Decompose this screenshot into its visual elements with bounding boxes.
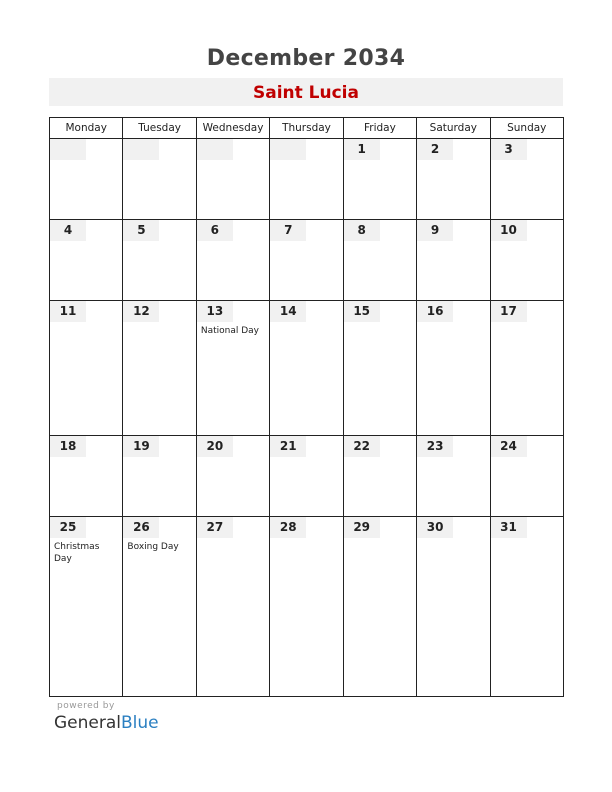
day-number: 21 [279, 439, 297, 454]
day-number: 25 [59, 520, 77, 535]
day-number: 26 [133, 520, 150, 535]
weekday-header: Thursday [270, 118, 343, 139]
brand-general-text: General [54, 713, 121, 733]
day-number: 4 [63, 222, 73, 237]
day-number: 10 [500, 222, 517, 237]
day-number: 6 [210, 222, 220, 237]
day-number-box [123, 139, 159, 160]
day-cell[interactable] [270, 300, 343, 436]
day-number-box [417, 436, 453, 457]
day-cell[interactable] [270, 436, 343, 517]
day-cell[interactable] [270, 517, 343, 697]
day-number-box [270, 139, 306, 160]
day-number: 12 [133, 303, 150, 318]
generalblue-logo[interactable] [54, 713, 159, 733]
day-number-box [50, 301, 86, 322]
day-cell[interactable] [50, 219, 123, 300]
day-number-box [123, 220, 159, 241]
weekday-header: Sunday [490, 118, 563, 139]
day-number: 27 [206, 520, 224, 535]
day-number-box [197, 220, 233, 241]
weekday-header: Wednesday [196, 118, 269, 139]
day-number: 18 [59, 439, 77, 454]
day-number: 15 [353, 303, 371, 318]
day-cell[interactable] [123, 436, 196, 517]
day-number: 30 [426, 520, 444, 535]
day-number: 13 [206, 303, 224, 318]
day-number-box [270, 436, 306, 457]
day-number-box [344, 517, 380, 538]
week-row [50, 300, 564, 436]
day-number: 1 [357, 142, 366, 156]
day-cell[interactable] [417, 436, 490, 517]
day-number-box [197, 139, 233, 160]
day-number: 8 [357, 222, 366, 237]
day-number: 22 [353, 439, 371, 454]
day-cell[interactable] [417, 517, 490, 697]
calendar-grid [49, 117, 564, 697]
day-number [123, 139, 159, 160]
day-cell[interactable] [50, 300, 123, 436]
day-number-box [197, 436, 233, 457]
day-cell[interactable] [490, 219, 563, 300]
day-number-box [491, 517, 527, 538]
day-number-box [344, 301, 380, 322]
day-number: 24 [500, 439, 517, 454]
day-number-box [50, 436, 86, 457]
day-cell[interactable] [343, 517, 416, 697]
day-number-box [270, 220, 306, 241]
day-number-box [491, 301, 527, 322]
day-number: 3 [504, 142, 513, 156]
day-cell[interactable] [50, 517, 123, 697]
day-cell[interactable] [123, 300, 196, 436]
day-number-box [417, 301, 453, 322]
day-number: 29 [353, 520, 371, 535]
day-number-box [344, 139, 380, 160]
day-number: 7 [284, 222, 293, 237]
day-number [50, 139, 86, 160]
day-number: 28 [279, 520, 297, 535]
brand-blue-text: Blue [121, 713, 159, 733]
calendar-title: December 2034 [206, 46, 406, 71]
day-number-box [123, 436, 159, 457]
weekday-header: Tuesday [123, 118, 196, 139]
day-number [270, 139, 306, 160]
day-number-box [197, 301, 233, 322]
day-cell[interactable] [50, 139, 123, 220]
day-number: 2 [430, 142, 440, 156]
day-cell[interactable] [343, 219, 416, 300]
day-number-box [491, 139, 527, 160]
day-cell[interactable] [123, 139, 196, 220]
day-number: 14 [279, 303, 297, 318]
week-row [50, 219, 564, 300]
day-number: 31 [500, 520, 517, 535]
day-cell[interactable] [417, 300, 490, 436]
day-number: 23 [426, 439, 444, 454]
day-number: 20 [206, 439, 224, 454]
day-number-box [270, 301, 306, 322]
day-number-box [270, 517, 306, 538]
day-number-box [123, 517, 159, 538]
day-cell[interactable] [490, 436, 563, 517]
day-number: 17 [500, 303, 517, 318]
week-row [50, 517, 564, 697]
day-number: 19 [133, 439, 150, 454]
country-banner [49, 78, 563, 106]
day-cell[interactable] [343, 139, 416, 220]
day-cell[interactable] [196, 436, 269, 517]
day-number-box [344, 220, 380, 241]
day-number: 5 [137, 222, 146, 237]
day-number: 11 [59, 303, 77, 318]
day-number-box [491, 436, 527, 457]
weekday-header: Saturday [417, 118, 490, 139]
day-cell[interactable] [123, 517, 196, 697]
weekday-header: Monday [50, 118, 123, 139]
day-number-box [417, 139, 453, 160]
day-number: 16 [426, 303, 444, 318]
day-number-box [50, 517, 86, 538]
week-row [50, 436, 564, 517]
day-cell[interactable] [270, 139, 343, 220]
weekday-header-row [50, 118, 564, 139]
day-cell[interactable] [417, 139, 490, 220]
holiday-label: Christmas Day [54, 542, 100, 565]
day-cell[interactable] [270, 219, 343, 300]
powered-by-label: powered by [57, 701, 115, 711]
day-cell[interactable] [196, 219, 269, 300]
day-number [197, 139, 233, 160]
day-number-box [50, 139, 86, 160]
day-cell[interactable] [50, 436, 123, 517]
day-number-box [417, 517, 453, 538]
day-number-box [344, 436, 380, 457]
day-cell[interactable] [490, 139, 563, 220]
day-cell[interactable] [196, 517, 269, 697]
day-cell[interactable] [490, 517, 563, 697]
day-number-box [123, 301, 159, 322]
day-number-box [417, 220, 453, 241]
day-number-box [491, 220, 527, 241]
day-cell[interactable] [343, 436, 416, 517]
weekday-header: Friday [343, 118, 416, 139]
day-number-box [197, 517, 233, 538]
country-name: Saint Lucia [252, 83, 359, 103]
day-cell[interactable] [123, 219, 196, 300]
day-number-box [50, 220, 86, 241]
day-cell[interactable] [196, 139, 269, 220]
holiday-label: National Day [200, 325, 259, 336]
week-row [50, 139, 564, 220]
day-cell[interactable] [343, 300, 416, 436]
day-cell[interactable] [417, 219, 490, 300]
day-number: 9 [430, 222, 440, 237]
day-cell[interactable] [196, 300, 269, 436]
holiday-label: Boxing Day [127, 542, 179, 553]
day-cell[interactable] [490, 300, 563, 436]
